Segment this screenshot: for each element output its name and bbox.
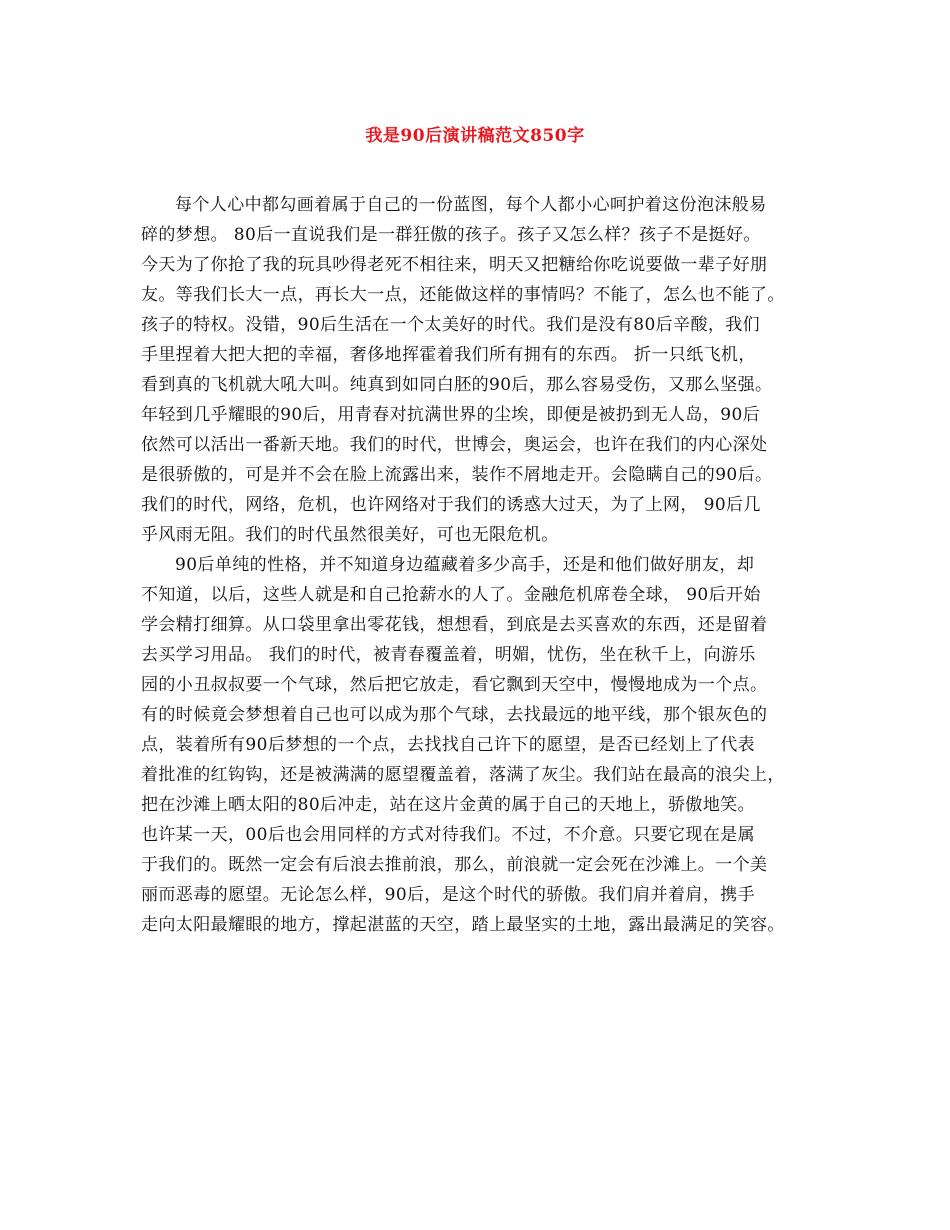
text-line: 友。等我们长大一点，再长大一点，还能做这样的事情吗？不能了，怎么也不能了。 — [141, 285, 785, 305]
text-line: 看到真的飞机就大吼大叫。纯真到如同白胚的90后，那么容易受伤，又那么坚强。 — [141, 375, 773, 395]
text-line: 着批准的红钩钩，还是被满满的愿望覆盖着，落满了灰尘。我们站在最高的浪尖上， — [141, 765, 785, 785]
text-line: 90后单纯的性格，并不知道身边蕴藏着多少高手，还是和他们做好朋友，却 — [175, 555, 755, 575]
text-line: 今天为了你抢了我的玩具吵得老死不相往来，明天又把糖给你吃说要做一辈子好朋 — [141, 255, 768, 275]
text-line: 把在沙滩上晒太阳的80后冲走，站在这片金黄的属于自己的天地上，骄傲地笑。 — [141, 795, 756, 815]
text-line: 每个人心中都勾画着属于自己的一份蓝图，每个人都小心呵护着这份泡沫般易 — [175, 195, 767, 215]
text-line: 有的时候竟会梦想着自己也可以成为那个气球，去找最远的地平线，那个银灰色的 — [141, 705, 768, 725]
text-line: 园的小丑叔叔要一个气球，然后把它放走，看它飘到天空中，慢慢地成为一个点。 — [141, 675, 768, 695]
text-line: 丽而恶毒的愿望。无论怎么样，90后，是这个时代的骄傲。我们肩并着肩，携手 — [141, 885, 756, 905]
text-line: 乎风雨无阻。我们的时代虽然很美好，可也无限危机。 — [141, 525, 559, 545]
document-body — [141, 190, 821, 940]
text-line: 学会精打细算。从口袋里拿出零花钱，想想看，到底是去买喜欢的东西，还是留着 — [141, 615, 768, 635]
text-line: 我们的时代，网络，危机，也许网络对于我们的诱惑大过天，为了上网， 90后几 — [141, 495, 761, 515]
text-line: 点，装着所有90后梦想的一个点，去找找自己许下的愿望，是否已经划上了代表 — [141, 735, 756, 755]
text-line: 年轻到几乎耀眼的90后，用青春对抗满世界的尘埃，即便是被扔到无人岛，90后 — [141, 405, 761, 425]
text-line: 手里捏着大把大把的幸福，奢侈地挥霍着我们所有拥有的东西。 折一只纸飞机， — [141, 345, 756, 365]
paragraph-1 — [141, 190, 821, 550]
text-line: 也许某一天，00后也会用同样的方式对待我们。不过，不介意。只要它现在是属 — [141, 825, 756, 845]
text-line: 碎的梦想。 80后一直说我们是一群狂傲的孩子。孩子又怎么样？孩子不是挺好。 — [141, 225, 761, 245]
text-line: 于我们的。既然一定会有后浪去推前浪，那么，前浪就一定会死在沙滩上。一个美 — [141, 855, 768, 875]
text-line: 不知道，以后，这些人就是和自己抢薪水的人了。金融危机席卷全球， 90后开始 — [141, 585, 761, 605]
document-title: 我是90后演讲稿范文850字 — [365, 126, 585, 146]
text-line: 孩子的特权。没错，90后生活在一个太美好的时代。我们是没有80后辛酸，我们 — [141, 315, 761, 335]
text-line: 是很骄傲的，可是并不会在脸上流露出来，装作不屑地走开。会隐瞒自己的90后。 — [141, 465, 773, 485]
text-line: 依然可以活出一番新天地。我们的时代，世博会，奥运会，也许在我们的内心深处 — [141, 435, 768, 455]
text-line: 走向太阳最耀眼的地方，撑起湛蓝的天空，踏上最坚实的土地，露出最满足的笑容。 — [141, 915, 785, 935]
paragraph-2 — [141, 550, 821, 940]
text-line: 去买学习用品。 我们的时代，被青春覆盖着，明媚，忧伤，坐在秋千上，向游乐 — [141, 645, 756, 665]
